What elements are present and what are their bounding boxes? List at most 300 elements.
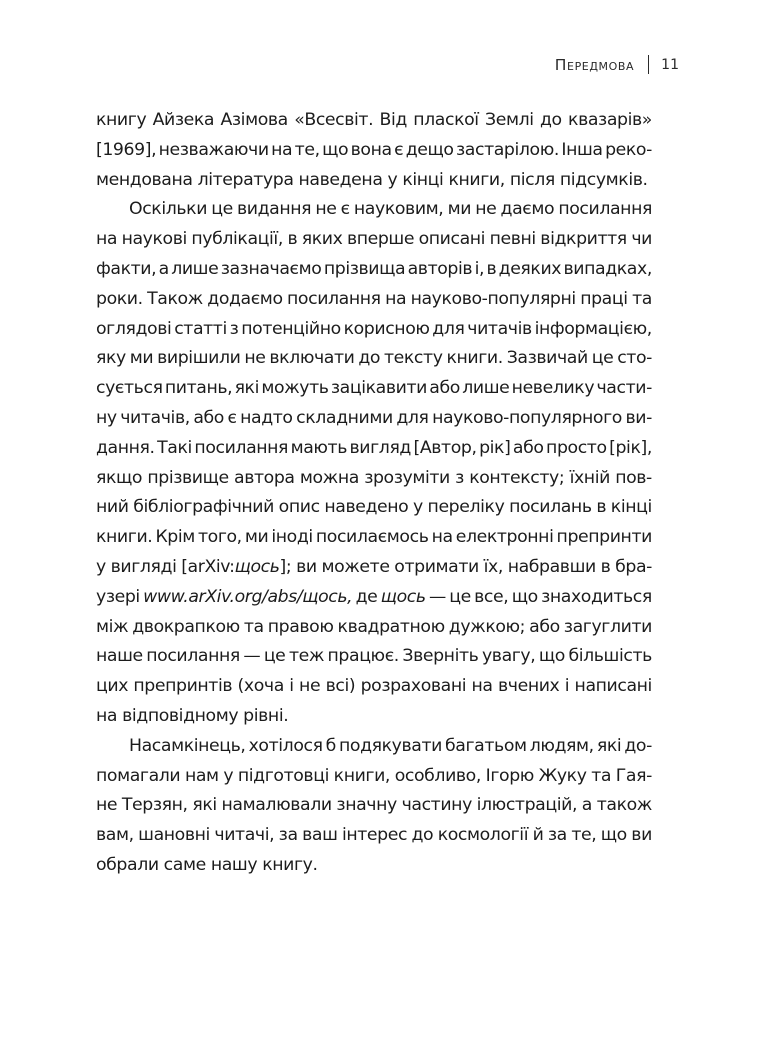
word-group [133, 672, 232, 702]
word-group [557, 523, 652, 553]
word: просто [546, 437, 607, 458]
word: Терзян, [121, 795, 188, 816]
word: правою [267, 616, 334, 637]
word-group [155, 523, 194, 553]
word: Жуку [538, 765, 587, 786]
word-group [316, 523, 429, 553]
word-group [193, 404, 224, 434]
word-group [548, 821, 567, 851]
word-group [564, 255, 652, 285]
word: на [431, 527, 453, 548]
word: це [263, 646, 286, 667]
word-group [238, 672, 284, 702]
word: препринтів [133, 676, 233, 697]
word: ]; [279, 556, 292, 577]
word-group [484, 553, 503, 583]
word: посилання [287, 288, 381, 309]
word-group [96, 166, 193, 196]
word-group [533, 821, 544, 851]
word: всі) [325, 676, 356, 697]
word: Насамкінець, [129, 735, 246, 756]
word-group [238, 762, 329, 792]
word: те, [294, 139, 320, 160]
word-group [509, 493, 592, 523]
word: інтерес [341, 825, 408, 846]
word: в [600, 556, 611, 577]
text-line [96, 642, 652, 672]
word-group [130, 344, 153, 374]
word-group [474, 583, 508, 613]
word: подякувати [339, 735, 442, 756]
word: до [411, 825, 434, 846]
word-group [96, 374, 163, 404]
word: описані [418, 229, 486, 250]
body-text [96, 106, 652, 881]
word-group [138, 821, 210, 851]
word: шановні [138, 825, 210, 846]
word-group [402, 166, 443, 196]
word: космології [437, 825, 529, 846]
word: можуть [261, 378, 329, 399]
word: до- [624, 735, 652, 756]
word-group [122, 225, 187, 255]
word-group [408, 255, 473, 285]
word-group [472, 672, 493, 702]
word: вчених [498, 676, 560, 697]
word-group [243, 702, 288, 732]
word: на [385, 288, 407, 309]
word: наукові [121, 229, 187, 250]
text-line [96, 791, 652, 821]
word-group [540, 106, 562, 136]
word: література [197, 169, 294, 190]
word-group [96, 851, 159, 881]
word: переліку [427, 497, 505, 518]
word: є [394, 139, 404, 160]
word-group [157, 434, 192, 464]
word: б [325, 735, 336, 756]
word: статті [174, 318, 227, 339]
word-group [96, 523, 152, 553]
word-group [228, 404, 237, 434]
text-line [96, 404, 652, 434]
word: підготовці [237, 765, 329, 786]
word-group [299, 672, 320, 702]
text-line [96, 762, 652, 792]
word: науково-популярні [410, 288, 576, 309]
word-group [302, 225, 343, 255]
word: працює. [327, 646, 399, 667]
word: посилання [194, 437, 289, 458]
word: ви [631, 825, 652, 846]
word: що [600, 825, 627, 846]
word: авторів [407, 258, 473, 279]
word-group [596, 374, 651, 404]
word: Оскільки [129, 199, 208, 220]
word-group [394, 553, 479, 583]
word-group [530, 732, 594, 762]
word-group [271, 523, 312, 553]
word-group [322, 136, 348, 166]
word-group [122, 702, 238, 732]
word: бібліографічний [133, 497, 274, 518]
word: читачів [467, 318, 532, 339]
word: книгу. [262, 854, 318, 875]
word-group [220, 106, 287, 136]
word-group [358, 344, 380, 374]
text-line [96, 523, 652, 553]
word: за [547, 825, 567, 846]
word: у [413, 497, 423, 518]
word-group [120, 404, 190, 434]
word: відповідному [122, 705, 239, 726]
word-group [564, 613, 652, 643]
word: вигляді [110, 556, 177, 577]
word: не [315, 199, 337, 220]
word-group [291, 434, 347, 464]
word-group [351, 136, 392, 166]
word-group [486, 762, 534, 792]
word: які [192, 795, 217, 816]
section-title: Передмова [554, 55, 635, 74]
text-line [96, 583, 652, 613]
word-group [230, 315, 239, 345]
word-group [315, 195, 336, 225]
word-group [244, 344, 265, 374]
word: книги. [446, 348, 503, 369]
word: для [432, 318, 465, 339]
word: щось [380, 586, 426, 607]
paragraph-2 [96, 195, 652, 731]
word-group [449, 583, 471, 613]
word: розраховані [360, 676, 467, 697]
word: можете [321, 556, 390, 577]
word: це [591, 348, 614, 369]
word-group [413, 493, 423, 523]
word: та [591, 765, 612, 786]
word: саме [163, 854, 206, 875]
text-line [96, 464, 652, 494]
word-group [624, 732, 652, 762]
word-group [342, 821, 407, 851]
word-group [194, 434, 288, 464]
word-group [475, 255, 485, 285]
word: нам [184, 765, 219, 786]
word-group [96, 344, 126, 374]
word-group [617, 344, 652, 374]
word: також [596, 795, 652, 816]
word-group [510, 166, 555, 196]
text-line [96, 851, 652, 881]
word: намалювали [221, 795, 332, 816]
word-group [529, 613, 560, 643]
word: або [193, 407, 224, 428]
word-group [96, 225, 117, 255]
word-group [221, 255, 322, 285]
word: що [511, 586, 538, 607]
word-group [234, 464, 295, 494]
word-group [615, 553, 652, 583]
word-group [632, 285, 652, 315]
word-group [561, 136, 602, 166]
word: [рік], [609, 437, 652, 458]
word-group [271, 136, 292, 166]
word-group [96, 583, 140, 613]
word: лише [462, 378, 510, 399]
word-group [287, 285, 381, 315]
word-group [328, 642, 399, 672]
word: на [471, 676, 493, 697]
word: науково-популярного [432, 407, 622, 428]
word-group [96, 493, 129, 523]
word: не [299, 676, 321, 697]
paragraph-3 [96, 732, 652, 881]
word-group [245, 523, 268, 553]
word-group [279, 821, 298, 851]
word-group [462, 374, 509, 404]
word: підсумків. [559, 169, 648, 190]
word-group [560, 166, 648, 196]
word: яких [301, 229, 343, 250]
word: вона [350, 139, 392, 160]
word: ваш [302, 825, 338, 846]
word: [Автор, [413, 437, 477, 458]
word: видання [237, 199, 312, 220]
word-group [384, 344, 443, 374]
word-group [432, 523, 453, 553]
word: бра- [615, 556, 652, 577]
word: Зверніть [402, 646, 479, 667]
word: потенційно [241, 318, 341, 339]
word-group [122, 791, 188, 821]
word: які [596, 735, 622, 756]
word: рік] [479, 437, 511, 458]
word-group [198, 166, 294, 196]
word: сується [96, 378, 163, 399]
word: і [564, 676, 570, 697]
word: ми [129, 348, 154, 369]
word: що [538, 646, 565, 667]
word-group [601, 553, 611, 583]
word-group [296, 404, 393, 434]
word: Айзека [152, 110, 215, 130]
word: опис [278, 497, 320, 518]
word: контексту; [469, 467, 565, 488]
word: тексту [384, 348, 443, 369]
word: дужкою; [448, 616, 526, 637]
word: роки. [96, 288, 143, 309]
word: до [358, 348, 381, 369]
word: питань, [164, 378, 233, 399]
word-group [192, 791, 216, 821]
word-group [558, 195, 652, 225]
word-group [223, 762, 233, 792]
word-group [631, 225, 652, 255]
word: того, [197, 527, 242, 548]
word-group [159, 255, 169, 285]
word-group [429, 374, 460, 404]
word: реко- [605, 139, 652, 160]
word: публікації, [191, 229, 283, 250]
running-head [555, 55, 679, 74]
word-group [96, 642, 143, 672]
word-group [96, 434, 155, 464]
word: вигляд [349, 437, 411, 458]
word-group [432, 404, 622, 434]
word: ну [96, 407, 117, 428]
word-group [299, 166, 383, 196]
word-group [344, 315, 430, 345]
word-group [235, 374, 259, 404]
word-group [244, 613, 264, 643]
word-group [96, 613, 128, 643]
word-group [546, 434, 607, 464]
word: чи [631, 229, 652, 250]
word-group [262, 851, 317, 881]
text-line [96, 613, 652, 643]
word: електронні [455, 527, 554, 548]
word-group [381, 583, 426, 613]
word-group [96, 255, 156, 285]
word-group [446, 344, 502, 374]
word: www.arXiv.org/abs/щось, [143, 586, 353, 607]
word-group [605, 136, 652, 166]
word-group [164, 851, 206, 881]
word: сто- [617, 348, 652, 369]
word: прізвище [147, 467, 229, 488]
word: части- [596, 378, 652, 399]
word-group [512, 374, 595, 404]
word-group [96, 821, 134, 851]
word-group [198, 523, 242, 553]
word-group [467, 315, 532, 345]
word-group [289, 642, 324, 672]
word-group [402, 642, 478, 672]
word: між [96, 616, 129, 637]
word-group [508, 553, 596, 583]
word-group [279, 493, 320, 523]
word-group [485, 106, 534, 136]
word-group [289, 672, 293, 702]
word-group [222, 791, 332, 821]
word-group [580, 285, 627, 315]
word-group [501, 195, 555, 225]
word: є [340, 199, 350, 220]
word: узері [96, 586, 140, 607]
word-group [350, 434, 412, 464]
word-group [331, 374, 427, 404]
word: знаходиться [541, 586, 652, 607]
word-group [96, 315, 171, 345]
word: книги, [448, 169, 505, 190]
word: їх, [483, 556, 503, 577]
word-group [571, 821, 596, 851]
word-group [143, 583, 352, 613]
word: і, [474, 258, 485, 279]
word: пов- [615, 467, 652, 488]
text-line [96, 315, 652, 345]
word: значну [336, 795, 397, 816]
word-group [214, 821, 274, 851]
word: з [455, 467, 464, 488]
word-group [324, 255, 405, 285]
word: вирішили [157, 348, 241, 369]
word: прізвища [323, 258, 406, 279]
word: що [322, 139, 349, 160]
word-group [419, 225, 486, 255]
word: факти, [96, 258, 157, 279]
word: не [475, 199, 497, 220]
word: двокрапкою [132, 616, 240, 637]
word: посилаємось [315, 527, 429, 548]
word: Землі [485, 110, 534, 130]
word: книги. [96, 527, 153, 548]
word: їхній [569, 467, 610, 488]
word: кінці [610, 497, 652, 518]
word-group [237, 195, 311, 225]
word: які [234, 378, 259, 399]
word: іноді [271, 527, 313, 548]
word: Зазвичай [506, 348, 588, 369]
word: на [96, 705, 118, 726]
word-group [211, 851, 257, 881]
word: помагали [96, 765, 181, 786]
text-line [96, 732, 652, 762]
word-group [445, 732, 527, 762]
word-group [207, 285, 282, 315]
word: написані [574, 676, 652, 697]
word: а [581, 795, 592, 816]
word: (хоча [237, 676, 284, 697]
word: корисною [343, 318, 430, 339]
word-group [631, 821, 652, 851]
word-group [388, 166, 398, 196]
word: це [211, 199, 233, 220]
word: незважаючи [158, 139, 269, 160]
word-group [540, 225, 627, 255]
word: деяких [498, 258, 562, 279]
word: щось [234, 556, 280, 577]
word-group [592, 344, 614, 374]
text-line [96, 493, 652, 523]
word: в [287, 229, 298, 250]
word: або [429, 378, 460, 399]
text-line [96, 672, 652, 702]
word-group [211, 195, 233, 225]
word: особливо, [394, 765, 481, 786]
word: посилання [558, 199, 652, 220]
word: у [223, 765, 234, 786]
word: квадратною [337, 616, 445, 637]
word: зрозуміти [364, 467, 450, 488]
word: ми [244, 527, 269, 548]
word: все, [474, 586, 509, 607]
word-group [174, 315, 227, 345]
word-group [296, 553, 317, 583]
word-group [364, 464, 450, 494]
word-group [191, 225, 283, 255]
word: відкриття [540, 229, 627, 250]
word-group [96, 791, 117, 821]
word-group [171, 255, 218, 285]
word: дання. [96, 437, 155, 458]
word: або [529, 616, 560, 637]
word-group [243, 642, 260, 672]
word-group [406, 136, 454, 166]
word: обрали [96, 854, 159, 875]
word-group [96, 404, 117, 434]
word: додаємо [207, 288, 283, 309]
